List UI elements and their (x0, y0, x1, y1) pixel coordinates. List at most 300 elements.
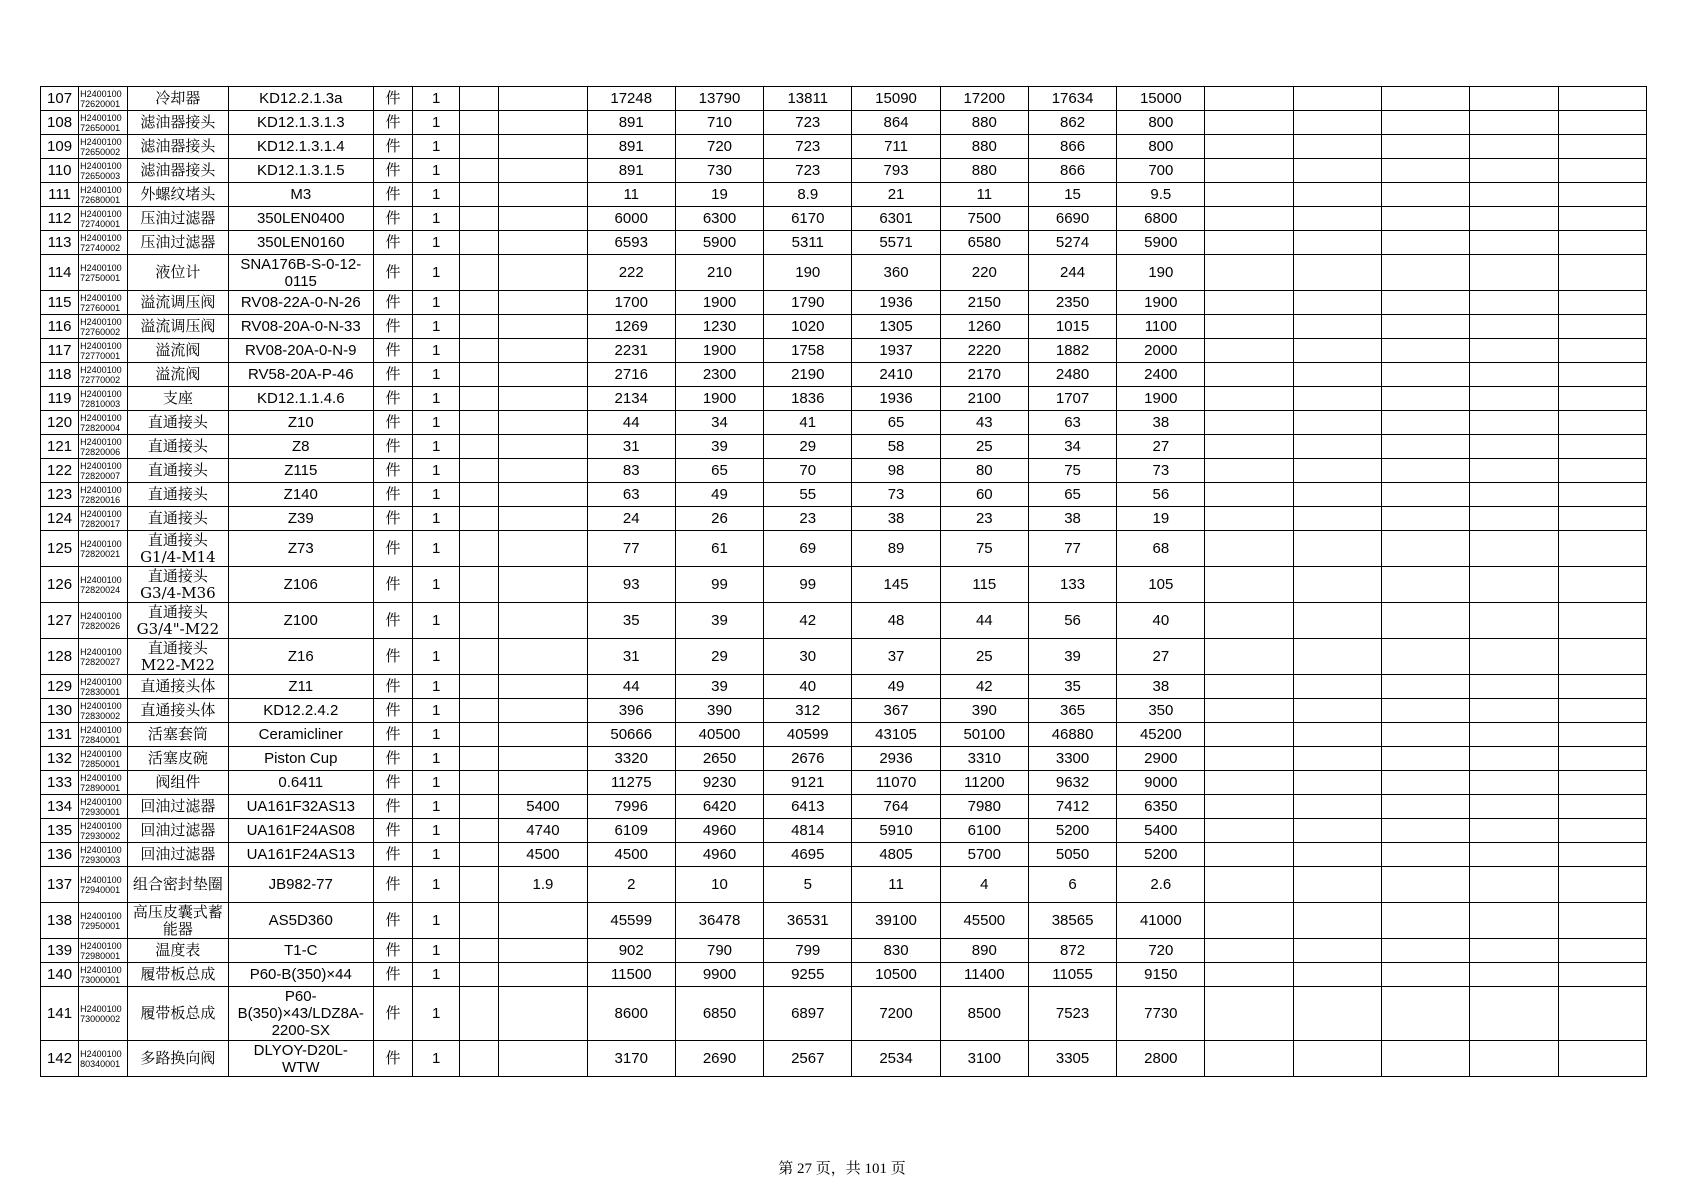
blank-cell (460, 207, 499, 231)
price-cell: 70 (764, 459, 852, 483)
row-number: 130 (41, 699, 79, 723)
part-name: 滤油器接头 (128, 159, 228, 183)
reference-price (499, 903, 587, 939)
unit: 件 (373, 87, 412, 111)
price-cell: 6850 (675, 987, 763, 1041)
price-cell: 44 (587, 411, 675, 435)
price-cell: 80 (940, 459, 1028, 483)
price-cell: 13811 (764, 87, 852, 111)
price-cell: 6 (1028, 867, 1116, 903)
price-cell: 65 (852, 411, 940, 435)
price-cell: 105 (1117, 567, 1205, 603)
price-cell: 5900 (675, 231, 763, 255)
part-spec: UA161F24AS08 (228, 819, 373, 843)
price-cell: 1882 (1028, 339, 1116, 363)
empty-cell (1558, 603, 1646, 639)
blank-cell (460, 411, 499, 435)
empty-cell (1293, 603, 1381, 639)
reference-price: 4740 (499, 819, 587, 843)
price-cell: 44 (940, 603, 1028, 639)
empty-cell (1382, 387, 1470, 411)
empty-cell (1382, 939, 1470, 963)
empty-cell (1470, 339, 1558, 363)
unit: 件 (373, 531, 412, 567)
price-cell: 7730 (1117, 987, 1205, 1041)
empty-cell (1558, 963, 1646, 987)
unit: 件 (373, 639, 412, 675)
empty-cell (1470, 255, 1558, 291)
price-cell: 7412 (1028, 795, 1116, 819)
blank-cell (460, 1041, 499, 1077)
quantity: 1 (413, 231, 460, 255)
unit: 件 (373, 255, 412, 291)
price-cell: 1900 (675, 387, 763, 411)
part-spec: RV08-20A-0-N-9 (228, 339, 373, 363)
empty-cell (1293, 435, 1381, 459)
price-cell: 99 (764, 567, 852, 603)
table-row (41, 483, 1647, 507)
price-cell: 800 (1117, 111, 1205, 135)
quantity: 1 (413, 255, 460, 291)
price-cell: 58 (852, 435, 940, 459)
material-code: H2400100 72830002 (79, 699, 128, 723)
table-row (41, 819, 1647, 843)
material-code: H2400100 72760001 (79, 291, 128, 315)
table-row (41, 963, 1647, 987)
price-cell: 5700 (940, 843, 1028, 867)
price-cell: 46880 (1028, 723, 1116, 747)
empty-cell (1382, 507, 1470, 531)
empty-cell (1470, 603, 1558, 639)
empty-cell (1470, 639, 1558, 675)
quantity: 1 (413, 531, 460, 567)
part-name: 回油过滤器 (128, 795, 228, 819)
price-cell: 1900 (675, 291, 763, 315)
price-cell: 902 (587, 939, 675, 963)
price-cell: 11070 (852, 771, 940, 795)
quantity: 1 (413, 639, 460, 675)
blank-cell (460, 531, 499, 567)
price-cell: 89 (852, 531, 940, 567)
price-cell: 19 (1117, 507, 1205, 531)
quantity: 1 (413, 867, 460, 903)
price-cell: 1230 (675, 315, 763, 339)
empty-cell (1293, 987, 1381, 1041)
price-cell: 864 (852, 111, 940, 135)
blank-cell (460, 363, 499, 387)
price-cell: 3310 (940, 747, 1028, 771)
part-spec: RV08-20A-0-N-33 (228, 315, 373, 339)
material-code: H2400100 72820021 (79, 531, 128, 567)
price-cell: 9900 (675, 963, 763, 987)
empty-cell (1293, 483, 1381, 507)
price-cell: 720 (1117, 939, 1205, 963)
price-cell: 49 (675, 483, 763, 507)
empty-cell (1470, 435, 1558, 459)
price-cell: 2190 (764, 363, 852, 387)
quantity: 1 (413, 291, 460, 315)
price-cell: 891 (587, 159, 675, 183)
empty-cell (1470, 507, 1558, 531)
blank-cell (460, 867, 499, 903)
price-cell: 4695 (764, 843, 852, 867)
price-cell: 891 (587, 111, 675, 135)
table-row (41, 459, 1647, 483)
material-code: H2400100 72760002 (79, 315, 128, 339)
price-cell: 2220 (940, 339, 1028, 363)
reference-price (499, 363, 587, 387)
empty-cell (1382, 531, 1470, 567)
page-footer: 第 27 页，共 101 页 (778, 1161, 906, 1177)
price-cell: 793 (852, 159, 940, 183)
material-code: H2400100 72820024 (79, 567, 128, 603)
part-name: 多路换向阀 (128, 1041, 228, 1077)
price-cell: 5200 (1117, 843, 1205, 867)
price-cell: 790 (675, 939, 763, 963)
empty-cell (1558, 255, 1646, 291)
price-cell: 2170 (940, 363, 1028, 387)
blank-cell (460, 747, 499, 771)
part-name: 履带板总成 (128, 987, 228, 1041)
material-code: H2400100 72830001 (79, 675, 128, 699)
blank-cell (460, 315, 499, 339)
price-cell: 2410 (852, 363, 940, 387)
empty-cell (1382, 339, 1470, 363)
price-cell: 60 (940, 483, 1028, 507)
part-name: 回油过滤器 (128, 843, 228, 867)
empty-cell (1293, 231, 1381, 255)
blank-cell (460, 819, 499, 843)
material-code: H2400100 72680001 (79, 183, 128, 207)
row-number: 125 (41, 531, 79, 567)
price-cell: 61 (675, 531, 763, 567)
part-name: 直通接头体 (128, 675, 228, 699)
price-cell: 190 (1117, 255, 1205, 291)
price-cell: 39 (675, 675, 763, 699)
unit: 件 (373, 411, 412, 435)
material-code: H2400100 80340001 (79, 1041, 128, 1077)
price-cell: 2480 (1028, 363, 1116, 387)
price-cell: 3300 (1028, 747, 1116, 771)
price-cell: 13790 (675, 87, 763, 111)
empty-cell (1382, 435, 1470, 459)
quantity: 1 (413, 903, 460, 939)
price-cell: 93 (587, 567, 675, 603)
part-spec: 0.6411 (228, 771, 373, 795)
price-cell: 6897 (764, 987, 852, 1041)
empty-cell (1293, 207, 1381, 231)
empty-cell (1470, 387, 1558, 411)
empty-cell (1382, 819, 1470, 843)
part-name: 阀组件 (128, 771, 228, 795)
price-cell: 4814 (764, 819, 852, 843)
price-cell: 50100 (940, 723, 1028, 747)
table-row (41, 207, 1647, 231)
empty-cell (1293, 819, 1381, 843)
price-cell: 133 (1028, 567, 1116, 603)
empty-cell (1382, 483, 1470, 507)
empty-cell (1558, 723, 1646, 747)
table-row (41, 531, 1647, 567)
quantity: 1 (413, 87, 460, 111)
empty-cell (1382, 363, 1470, 387)
price-cell: 34 (675, 411, 763, 435)
price-cell: 5200 (1028, 819, 1116, 843)
unit: 件 (373, 987, 412, 1041)
empty-cell (1558, 159, 1646, 183)
empty-cell (1205, 207, 1293, 231)
part-spec: Z10 (228, 411, 373, 435)
row-number: 116 (41, 315, 79, 339)
empty-cell (1293, 339, 1381, 363)
empty-cell (1558, 867, 1646, 903)
price-cell: 39 (1028, 639, 1116, 675)
empty-cell (1205, 675, 1293, 699)
blank-cell (460, 459, 499, 483)
empty-cell (1293, 135, 1381, 159)
empty-cell (1558, 411, 1646, 435)
unit: 件 (373, 435, 412, 459)
unit: 件 (373, 819, 412, 843)
empty-cell (1205, 183, 1293, 207)
empty-cell (1205, 567, 1293, 603)
price-cell: 11 (852, 867, 940, 903)
price-cell: 7996 (587, 795, 675, 819)
price-cell: 2534 (852, 1041, 940, 1077)
empty-cell (1558, 987, 1646, 1041)
part-name: 活塞皮碗 (128, 747, 228, 771)
reference-price: 4500 (499, 843, 587, 867)
empty-cell (1205, 315, 1293, 339)
part-name: 溢流调压阀 (128, 315, 228, 339)
price-cell: 2650 (675, 747, 763, 771)
blank-cell (460, 87, 499, 111)
price-cell: 11055 (1028, 963, 1116, 987)
reference-price (499, 747, 587, 771)
empty-cell (1293, 459, 1381, 483)
material-code: H2400100 72750001 (79, 255, 128, 291)
unit: 件 (373, 675, 412, 699)
price-cell: 23 (940, 507, 1028, 531)
price-cell: 723 (764, 159, 852, 183)
empty-cell (1470, 843, 1558, 867)
price-cell: 5311 (764, 231, 852, 255)
empty-cell (1470, 939, 1558, 963)
reference-price (499, 483, 587, 507)
empty-cell (1558, 699, 1646, 723)
price-cell: 41 (764, 411, 852, 435)
price-cell: 15090 (852, 87, 940, 111)
row-number: 126 (41, 567, 79, 603)
quantity: 1 (413, 435, 460, 459)
unit: 件 (373, 387, 412, 411)
material-code: H2400100 73000002 (79, 987, 128, 1041)
price-cell: 1015 (1028, 315, 1116, 339)
empty-cell (1382, 411, 1470, 435)
empty-cell (1293, 675, 1381, 699)
empty-cell (1293, 183, 1381, 207)
empty-cell (1205, 603, 1293, 639)
table-row (41, 291, 1647, 315)
price-cell: 75 (940, 531, 1028, 567)
material-code: H2400100 72820027 (79, 639, 128, 675)
price-cell: 38 (1117, 411, 1205, 435)
reference-price (499, 459, 587, 483)
quantity: 1 (413, 459, 460, 483)
unit: 件 (373, 603, 412, 639)
price-cell: 40599 (764, 723, 852, 747)
empty-cell (1293, 567, 1381, 603)
part-spec: Z8 (228, 435, 373, 459)
price-cell: 11 (940, 183, 1028, 207)
price-cell: 41000 (1117, 903, 1205, 939)
price-cell: 4 (940, 867, 1028, 903)
price-cell: 65 (1028, 483, 1116, 507)
price-cell: 1700 (587, 291, 675, 315)
table-row (41, 435, 1647, 459)
price-cell: 35 (1028, 675, 1116, 699)
price-cell: 5910 (852, 819, 940, 843)
price-cell: 37 (852, 639, 940, 675)
unit: 件 (373, 459, 412, 483)
empty-cell (1205, 363, 1293, 387)
row-number: 128 (41, 639, 79, 675)
price-cell: 24 (587, 507, 675, 531)
empty-cell (1205, 699, 1293, 723)
price-cell: 7200 (852, 987, 940, 1041)
part-name: 直通接头 M22-M22 (128, 639, 228, 675)
reference-price (499, 507, 587, 531)
empty-cell (1205, 903, 1293, 939)
blank-cell (460, 339, 499, 363)
price-cell: 1900 (675, 339, 763, 363)
part-spec: KD12.1.3.1.3 (228, 111, 373, 135)
part-spec: KD12.1.3.1.5 (228, 159, 373, 183)
row-number: 135 (41, 819, 79, 843)
empty-cell (1470, 531, 1558, 567)
unit: 件 (373, 567, 412, 603)
price-cell: 43105 (852, 723, 940, 747)
part-spec: Z115 (228, 459, 373, 483)
row-number: 123 (41, 483, 79, 507)
price-cell: 2150 (940, 291, 1028, 315)
empty-cell (1382, 771, 1470, 795)
empty-cell (1470, 111, 1558, 135)
price-cell: 6300 (675, 207, 763, 231)
empty-cell (1558, 315, 1646, 339)
empty-cell (1382, 867, 1470, 903)
material-code: H2400100 72930003 (79, 843, 128, 867)
price-cell: 40 (1117, 603, 1205, 639)
material-code: H2400100 72980001 (79, 939, 128, 963)
empty-cell (1205, 411, 1293, 435)
unit: 件 (373, 963, 412, 987)
empty-cell (1205, 255, 1293, 291)
reference-price (499, 603, 587, 639)
part-name: 回油过滤器 (128, 819, 228, 843)
price-cell: 2800 (1117, 1041, 1205, 1077)
price-cell: 9121 (764, 771, 852, 795)
reference-price (499, 699, 587, 723)
empty-cell (1558, 747, 1646, 771)
reference-price (499, 255, 587, 291)
price-cell: 1758 (764, 339, 852, 363)
unit: 件 (373, 315, 412, 339)
empty-cell (1558, 363, 1646, 387)
price-cell: 2000 (1117, 339, 1205, 363)
empty-cell (1205, 435, 1293, 459)
empty-cell (1205, 639, 1293, 675)
price-cell: 360 (852, 255, 940, 291)
price-cell: 6593 (587, 231, 675, 255)
quantity: 1 (413, 135, 460, 159)
blank-cell (460, 675, 499, 699)
material-code: H2400100 72620001 (79, 87, 128, 111)
blank-cell (460, 795, 499, 819)
price-cell: 42 (764, 603, 852, 639)
part-spec: Z16 (228, 639, 373, 675)
quantity: 1 (413, 483, 460, 507)
price-cell: 63 (1028, 411, 1116, 435)
material-code: H2400100 72650003 (79, 159, 128, 183)
price-cell: 15000 (1117, 87, 1205, 111)
quantity: 1 (413, 795, 460, 819)
reference-price (499, 231, 587, 255)
row-number: 129 (41, 675, 79, 699)
part-name: 冷却器 (128, 87, 228, 111)
empty-cell (1470, 987, 1558, 1041)
table-row (41, 867, 1647, 903)
price-cell: 40 (764, 675, 852, 699)
material-code: H2400100 72820017 (79, 507, 128, 531)
reference-price: 1.9 (499, 867, 587, 903)
price-cell: 50666 (587, 723, 675, 747)
unit: 件 (373, 135, 412, 159)
empty-cell (1293, 639, 1381, 675)
price-cell: 8500 (940, 987, 1028, 1041)
unit: 件 (373, 903, 412, 939)
empty-cell (1558, 483, 1646, 507)
table-row (41, 603, 1647, 639)
reference-price (499, 207, 587, 231)
price-cell: 2900 (1117, 747, 1205, 771)
empty-cell (1558, 795, 1646, 819)
reference-price (499, 111, 587, 135)
blank-cell (460, 291, 499, 315)
unit: 件 (373, 339, 412, 363)
table-row (41, 843, 1647, 867)
price-cell: 210 (675, 255, 763, 291)
unit: 件 (373, 483, 412, 507)
price-cell: 35 (587, 603, 675, 639)
unit: 件 (373, 363, 412, 387)
empty-cell (1382, 1041, 1470, 1077)
price-cell: 39100 (852, 903, 940, 939)
empty-cell (1558, 903, 1646, 939)
price-cell: 31 (587, 435, 675, 459)
reference-price (499, 639, 587, 675)
price-cell: 4960 (675, 819, 763, 843)
price-cell: 17248 (587, 87, 675, 111)
row-number: 140 (41, 963, 79, 987)
price-cell: 39 (675, 435, 763, 459)
row-number: 139 (41, 939, 79, 963)
table-row (41, 567, 1647, 603)
price-cell: 5400 (1117, 819, 1205, 843)
table-row (41, 135, 1647, 159)
quantity: 1 (413, 507, 460, 531)
price-cell: 27 (1117, 435, 1205, 459)
